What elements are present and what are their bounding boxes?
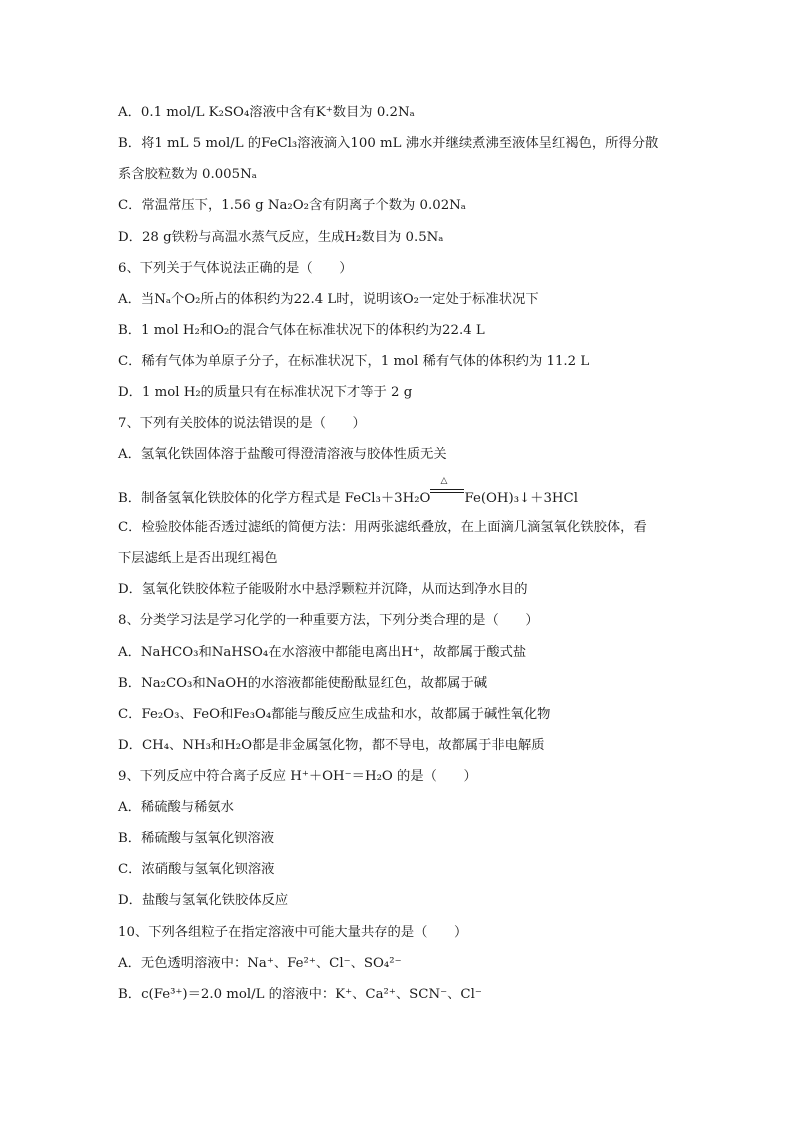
q7-option-d: D．氢氧化铁胶体粒子能吸附水中悬浮颗粒并沉降，从而达到净水目的 bbox=[118, 582, 528, 597]
q5-option-c: C．常温常压下，1.56 g Na₂O₂含有阴离子个数为 0.02Nₐ bbox=[118, 198, 466, 213]
q8-option-b: B．Na₂CO₃和NaOH的水溶液都能使酚酞显红色，故都属于碱 bbox=[118, 676, 488, 691]
question-7: 7、下列有关胶体的说法错误的是（ ） bbox=[118, 416, 366, 431]
heating-equals-sign bbox=[430, 476, 464, 502]
q9-option-d: D．盐酸与氢氧化铁胶体反应 bbox=[118, 893, 289, 908]
q10-option-a: A．无色透明溶液中：Na⁺、Fe²⁺、Cl⁻、SO₄²⁻ bbox=[118, 956, 402, 971]
q5-option-b-line2: 系含胶粒数为 0.005Nₐ bbox=[118, 167, 257, 182]
q9-option-a: A．稀硫酸与稀氨水 bbox=[118, 800, 234, 815]
equation-right: Fe(OH)₃↓＋3HCl bbox=[464, 491, 578, 506]
question-9: 9、下列反应中符合离子反应 H⁺＋OH⁻＝H₂O 的是（ ） bbox=[118, 769, 477, 784]
q8-option-a: A．NaHCO₃和NaHSO₄在水溶液中都能电离出H⁺，故都属于酸式盐 bbox=[118, 645, 527, 660]
q7-option-a: A．氢氧化铁固体溶于盐酸可得澄清溶液与胶体性质无关 bbox=[118, 447, 447, 462]
q9-option-c: C．浓硝酸与氢氧化钡溶液 bbox=[118, 862, 275, 877]
question-8: 8、分类学习法是学习化学的一种重要方法，下列分类合理的是（ ） bbox=[118, 613, 539, 628]
q6-option-d: D．1 mol H₂的质量只有在标准状况下才等于 2 g bbox=[118, 385, 413, 400]
q5-option-b-line1: B．将1 mL 5 mol/L 的FeCl₃溶液滴入100 mL 沸水并继续煮沸至液体呈红褐色，所得分散 bbox=[118, 136, 659, 151]
q7-option-c-line1: C．检验胶体能否透过滤纸的简便方法：用两张滤纸叠放，在上面滴几滴氢氧化铁胶体，看 bbox=[118, 520, 647, 535]
q5-option-a: A．0.1 mol/L K₂SO₄溶液中含有K⁺数目为 0.2Nₐ bbox=[118, 105, 415, 120]
heat-triangle-symbol: △ bbox=[440, 476, 448, 486]
q6-option-b: B．1 mol H₂和O₂的混合气体在标准状况下的体积约为22.4 L bbox=[118, 323, 485, 338]
equation-left: B．制备氢氧化铁胶体的化学方程式是 FeCl₃＋3H₂O bbox=[118, 491, 431, 506]
question-10: 10、下列各组粒子在指定溶液中可能大量共存的是（ ） bbox=[118, 925, 468, 940]
q8-option-c: C．Fe₂O₃、FeO和Fe₃O₄都能与酸反应生成盐和水，故都属于碱性氧化物 bbox=[118, 707, 551, 722]
q6-option-c: C．稀有气体为单原子分子，在标准状况下，1 mol 稀有气体的体积约为 11.2 L bbox=[118, 354, 590, 369]
q6-option-a: A．当Nₐ个O₂所占的体积约为22.4 L时，说明该O₂一定处于标准状况下 bbox=[118, 292, 539, 307]
q7-option-b bbox=[118, 476, 578, 508]
q5-option-d: D．28 g铁粉与高温水蒸气反应，生成H₂数目为 0.5Nₐ bbox=[118, 230, 444, 245]
q7-option-c-line2: 下层滤纸上是否出现红褐色 bbox=[118, 551, 278, 566]
q10-option-b: B．c(Fe³⁺)＝2.0 mol/L 的溶液中：K⁺、Ca²⁺、SCN⁻、Cl⁻ bbox=[118, 987, 482, 1002]
q8-option-d: D．CH₄、NH₃和H₂O都是非金属氢化物，都不导电，故都属于非电解质 bbox=[118, 738, 545, 753]
q9-option-b: B．稀硫酸与氢氧化钡溶液 bbox=[118, 831, 275, 846]
question-6: 6、下列关于气体说法正确的是（ ） bbox=[118, 261, 353, 276]
